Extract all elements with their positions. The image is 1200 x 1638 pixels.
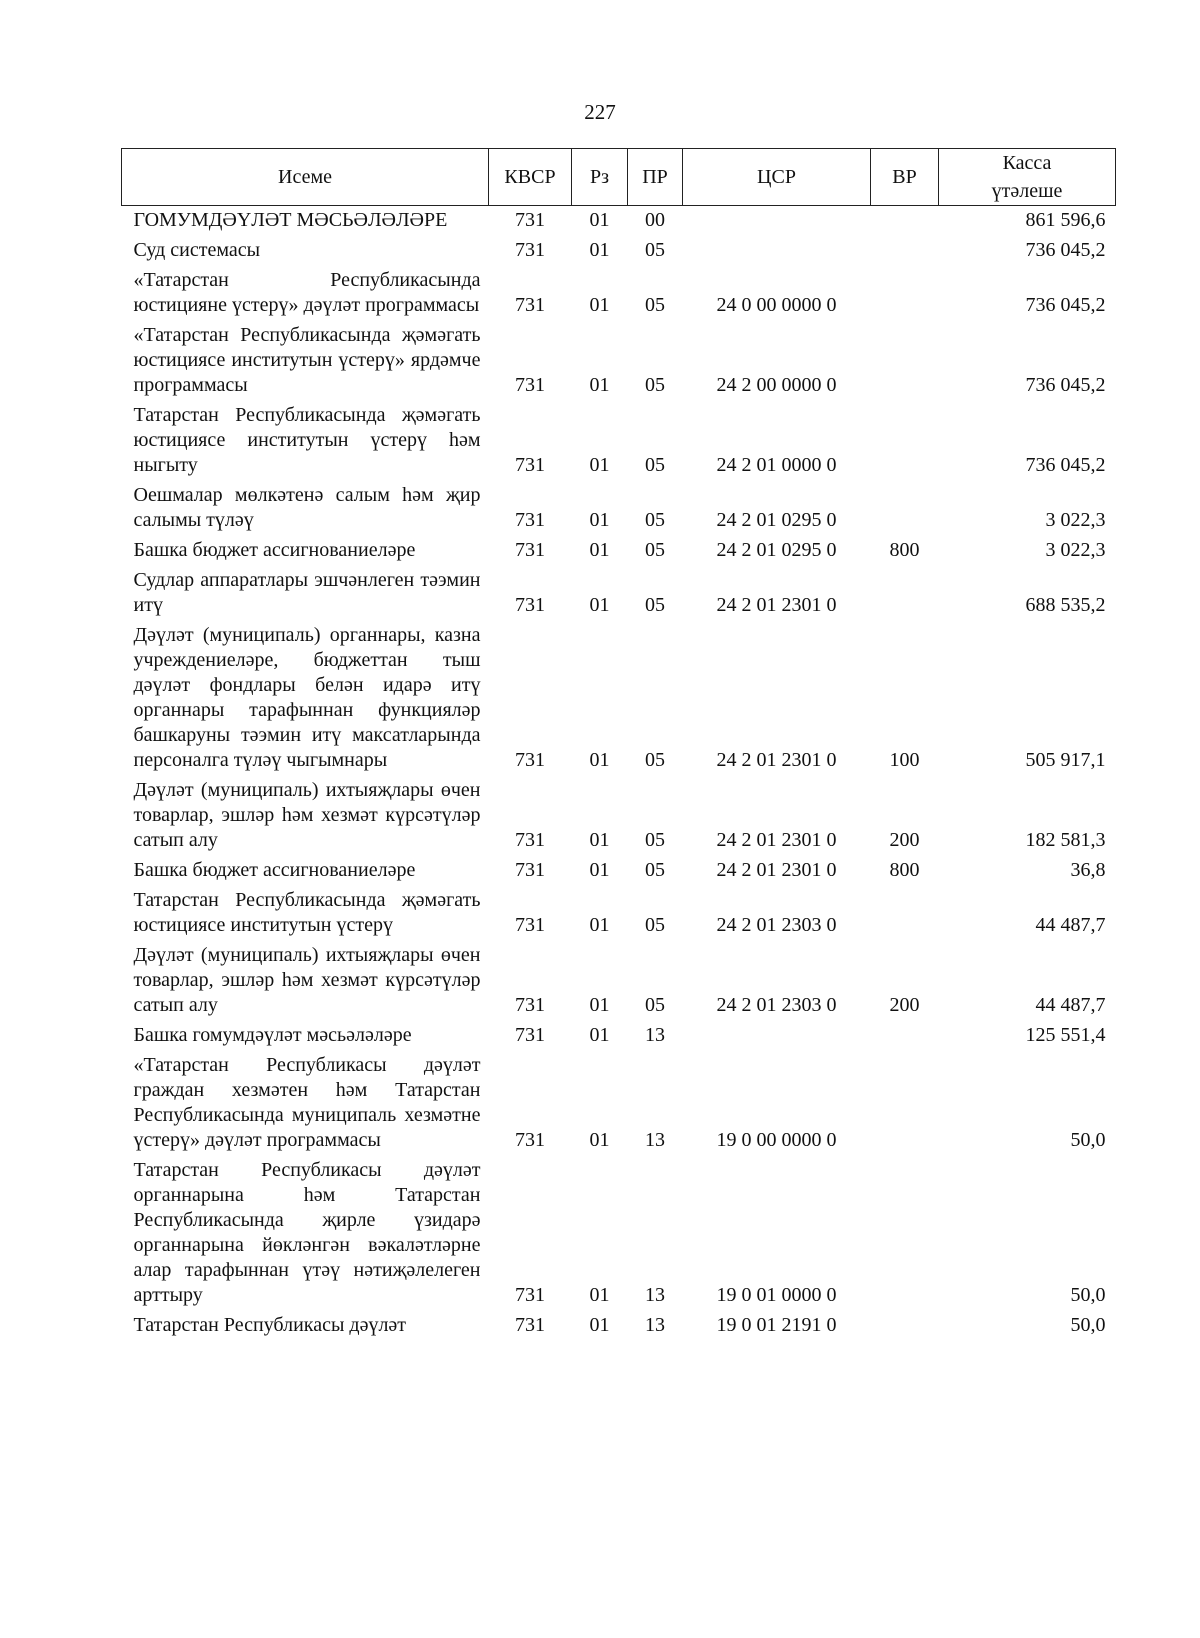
row-name: Башка бюджет ассигнованиеләре — [133, 539, 416, 561]
row-pr: 05 — [645, 829, 665, 851]
row-csr: 19 0 01 2191 0 — [716, 1314, 837, 1336]
row-kvsr: 731 — [515, 239, 545, 261]
row-name: Дәүләт (муниципаль) ихтыяҗлары өчен товарлар, эшләр һәм хезмәт күрсәтүләр сатып алу — [133, 779, 481, 851]
row-pr: 05 — [645, 374, 665, 396]
row-sum: 50,0 — [1070, 1284, 1106, 1306]
row-vr — [871, 886, 939, 941]
row-csr — [683, 1021, 871, 1051]
row-rz: 01 — [589, 1129, 610, 1151]
row-csr — [683, 236, 871, 266]
row-sum: 44 487,7 — [1035, 914, 1106, 936]
row-kvsr: 731 — [515, 1129, 545, 1151]
row-vr — [871, 1051, 939, 1156]
row-kvsr: 731 — [515, 749, 545, 771]
row-sum: 44 487,7 — [1035, 994, 1106, 1016]
row-rz: 01 — [589, 914, 610, 936]
row-kvsr: 731 — [515, 539, 545, 561]
row-name: Татарстан Республикасы дәүләт органнарына һәм Татарстан Республикасында җирле үзидарә органнарына йөкләнгән вәкаләтләрне алар тарафыннан үтәү нәтиҗәлелеген арттыру — [133, 1159, 481, 1306]
header-pr: ПР — [628, 149, 683, 206]
row-vr — [871, 566, 939, 621]
row-name: «Татарстан Республикасында җәмәгать юстициясе институтын үстерү» ярдәмче программасы — [133, 324, 481, 396]
table-row — [122, 536, 1116, 566]
row-rz: 01 — [589, 994, 610, 1016]
row-vr: 800 — [889, 859, 920, 881]
header-sum-line2: үтәлеше — [991, 180, 1063, 202]
row-vr — [871, 1311, 939, 1341]
header-vr: ВР — [871, 149, 939, 206]
table-row — [122, 321, 1116, 401]
row-csr: 24 2 01 2301 0 — [716, 829, 837, 851]
row-name: Татарстан Республикасы дәүләт — [133, 1314, 407, 1336]
row-sum: 182 581,3 — [1025, 829, 1106, 851]
row-rz: 01 — [589, 294, 610, 316]
row-csr: 24 2 01 2301 0 — [716, 859, 837, 881]
row-sum: 736 045,2 — [1025, 294, 1106, 316]
row-vr: 800 — [889, 539, 920, 561]
row-vr — [871, 1021, 939, 1051]
row-kvsr: 731 — [515, 994, 545, 1016]
row-pr: 13 — [645, 1129, 665, 1151]
row-sum: 861 596,6 — [1025, 209, 1106, 231]
row-rz: 01 — [589, 239, 610, 261]
row-csr: 24 2 01 2301 0 — [716, 749, 837, 771]
row-pr: 05 — [645, 594, 665, 616]
row-kvsr: 731 — [515, 374, 545, 396]
row-name: Оешмалар мөлкәтенә салым һәм җир салымы түләү — [133, 484, 481, 531]
row-rz: 01 — [589, 539, 610, 561]
table-row — [122, 621, 1116, 776]
row-rz: 01 — [589, 454, 610, 476]
row-pr: 05 — [645, 294, 665, 316]
table-row — [122, 776, 1116, 856]
row-vr: 200 — [889, 829, 920, 851]
header-sum — [939, 149, 1116, 206]
row-kvsr: 731 — [515, 1024, 545, 1046]
row-csr: 24 2 01 0000 0 — [716, 454, 837, 476]
row-vr — [871, 321, 939, 401]
header-csr: ЦСР — [683, 149, 871, 206]
table-row — [122, 1051, 1116, 1156]
row-vr: 100 — [889, 749, 920, 771]
row-kvsr: 731 — [515, 829, 545, 851]
row-kvsr: 731 — [515, 1314, 545, 1336]
table-row — [122, 566, 1116, 621]
header-rz: Рз — [572, 149, 628, 206]
row-csr: 19 0 00 0000 0 — [716, 1129, 837, 1151]
row-kvsr: 731 — [515, 509, 545, 531]
row-name: «Татарстан Республикасы дәүләт граждан хезмәтен һәм Татарстан Республикасында муниципаль хезмәтне үстерү» дәүләт программасы — [133, 1054, 481, 1151]
row-kvsr: 731 — [515, 209, 545, 231]
row-name: Судлар аппаратлары эшчәнлеген тәэмин итү — [133, 569, 481, 616]
header-kvsr: КВСР — [489, 149, 572, 206]
row-name: Башка бюджет ассигнованиеләре — [133, 859, 416, 881]
row-rz: 01 — [589, 594, 610, 616]
row-kvsr: 731 — [515, 914, 545, 936]
row-csr: 24 2 01 2303 0 — [716, 994, 837, 1016]
table-body — [122, 206, 1116, 1342]
row-name: Дәүләт (муниципаль) ихтыяҗлары өчен товарлар, эшләр һәм хезмәт күрсәтүләр сатып алу — [133, 944, 481, 1016]
row-name: ГОМУМДӘҮЛӘТ МӘСЬӘЛӘЛӘРЕ — [133, 209, 448, 231]
table-row — [122, 236, 1116, 266]
row-pr: 05 — [645, 539, 665, 561]
table-row — [122, 481, 1116, 536]
row-pr: 05 — [645, 454, 665, 476]
row-csr: 19 0 01 0000 0 — [716, 1284, 837, 1306]
row-rz: 01 — [589, 509, 610, 531]
table-row — [122, 401, 1116, 481]
row-csr — [683, 206, 871, 237]
row-vr — [871, 266, 939, 321]
table-row — [122, 1156, 1116, 1311]
row-pr: 05 — [645, 994, 665, 1016]
row-pr: 05 — [645, 749, 665, 771]
row-vr — [871, 236, 939, 266]
row-sum: 125 551,4 — [1025, 1024, 1106, 1046]
row-name: «Татарстан Республикасында юстицияне үстерү» дәүләт программасы — [133, 269, 481, 316]
row-sum: 736 045,2 — [1025, 374, 1106, 396]
row-rz: 01 — [589, 859, 610, 881]
row-name: Суд системасы — [133, 239, 261, 261]
row-kvsr: 731 — [515, 1284, 545, 1306]
row-vr — [871, 206, 939, 237]
row-name: Башка гомумдәүләт мәсьәләләре — [133, 1024, 412, 1046]
row-sum: 36,8 — [1070, 859, 1106, 881]
row-pr: 05 — [645, 239, 665, 261]
row-kvsr: 731 — [515, 594, 545, 616]
row-pr: 05 — [645, 914, 665, 936]
row-name: Татарстан Республикасында җәмәгать юстициясе институтын үстерү — [133, 889, 481, 936]
row-pr: 13 — [645, 1314, 665, 1336]
row-rz: 01 — [589, 374, 610, 396]
row-sum: 736 045,2 — [1025, 239, 1106, 261]
row-sum: 3 022,3 — [1045, 539, 1106, 561]
row-kvsr: 731 — [515, 859, 545, 881]
row-rz: 01 — [589, 749, 610, 771]
row-kvsr: 731 — [515, 294, 545, 316]
header-name: Исеме — [122, 149, 489, 206]
budget-table — [121, 148, 1116, 1341]
table-row — [122, 856, 1116, 886]
row-sum: 50,0 — [1070, 1314, 1106, 1336]
table-row — [122, 1311, 1116, 1341]
row-rz: 01 — [589, 829, 610, 851]
table-header — [122, 149, 1116, 206]
row-csr: 24 2 01 0295 0 — [716, 539, 837, 561]
table-row — [122, 206, 1116, 237]
row-pr: 13 — [645, 1284, 665, 1306]
row-csr: 24 2 01 0295 0 — [716, 509, 837, 531]
row-vr — [871, 401, 939, 481]
row-name: Татарстан Республикасында җәмәгать юстициясе институтын үстерү һәм ныгыту — [133, 404, 481, 476]
row-csr: 24 2 00 0000 0 — [716, 374, 837, 396]
row-rz: 01 — [589, 209, 610, 231]
row-name: Дәүләт (муниципаль) органнары, казна учреждениеләре, бюджеттан тыш дәүләт фондлары белән идарә итү органнары тарафыннан функцияләр башкаруны тәэмин итү максатларында персоналга түләү чыгымнары — [133, 624, 481, 771]
row-pr: 05 — [645, 509, 665, 531]
table-row — [122, 1021, 1116, 1051]
row-kvsr: 731 — [515, 454, 545, 476]
row-pr: 00 — [645, 209, 665, 231]
row-sum: 505 917,1 — [1025, 749, 1106, 771]
row-csr: 24 2 01 2301 0 — [716, 594, 837, 616]
row-sum: 3 022,3 — [1045, 509, 1106, 531]
row-pr: 13 — [645, 1024, 665, 1046]
table-row — [122, 941, 1116, 1021]
row-csr: 24 0 00 0000 0 — [716, 294, 837, 316]
page-number: 227 — [584, 100, 616, 124]
table-row — [122, 886, 1116, 941]
table-row — [122, 266, 1116, 321]
row-csr: 24 2 01 2303 0 — [716, 914, 837, 936]
row-rz: 01 — [589, 1024, 610, 1046]
header-sum-line1: Касса — [1002, 152, 1052, 174]
row-pr: 05 — [645, 859, 665, 881]
row-sum: 50,0 — [1070, 1129, 1106, 1151]
row-rz: 01 — [589, 1284, 610, 1306]
row-vr — [871, 481, 939, 536]
row-vr: 200 — [889, 994, 920, 1016]
row-rz: 01 — [589, 1314, 610, 1336]
row-vr — [871, 1156, 939, 1311]
row-sum: 688 535,2 — [1025, 594, 1106, 616]
row-sum: 736 045,2 — [1025, 454, 1106, 476]
